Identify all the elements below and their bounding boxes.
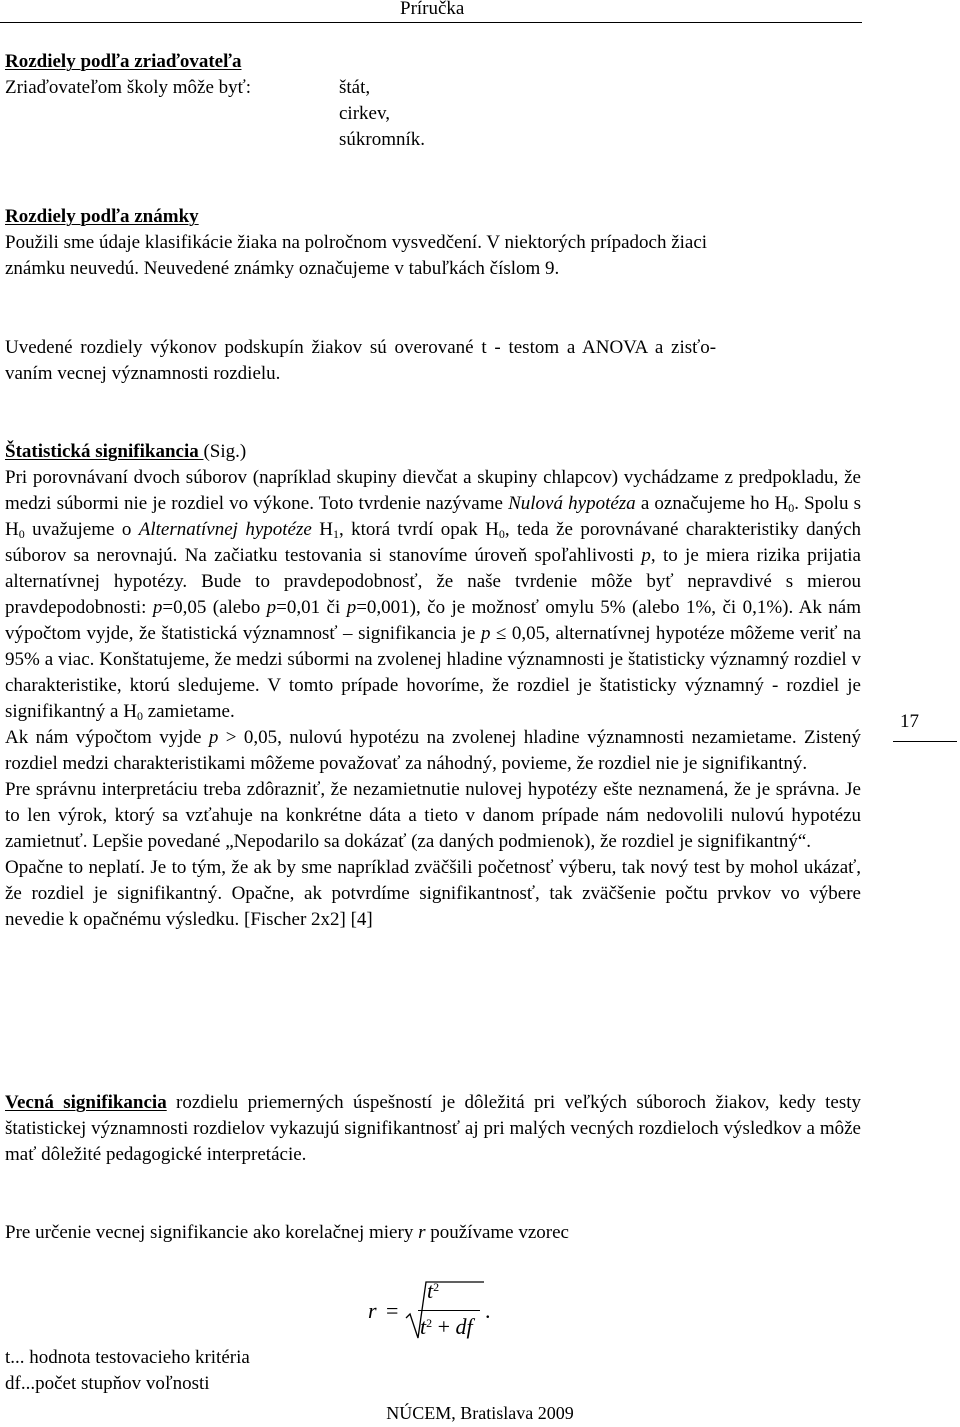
list-item: súkromník. [339,129,426,150]
heading-znamky: Rozdiely podľa známky [5,206,199,227]
var-p: p [641,545,651,566]
heading-stat-sig-suffix: (Sig.) [203,441,247,462]
formula-t: t [427,1278,434,1303]
section-znamky [5,204,861,282]
legend-t: t... hodnota testovacieho kritéria [5,1347,250,1368]
var-p: p [208,727,219,748]
text-run: používame vzorec [425,1222,569,1243]
text-run: zamietame. [142,701,235,722]
page-footer: NÚCEM, Bratislava 2009 [386,1403,574,1423]
text-run: Pre určenie vecnej signifikancie ako korelačnej miery [5,1222,419,1243]
formula-plus: + [432,1314,456,1339]
list-item: cirkev, [339,103,390,124]
formula-numerator [427,1278,439,1304]
stat-sig-paragraph-3: Pre správnu interpretáciu treba zdôrazniť, že nezamietnutie nulovej hypotézy ešte neznamená, že je správna. Je to len výrok, ktorý sa vzťahuje na konkrétne dáta a tieto v danom prípade nám nedovolili nulovú hypotézu zamietnuť. Lepšie povedané „Nepodarilo sa dokázať (za daných podmienok), že rozdiel je signifikantný“. [5,779,861,852]
page-number: 17 [900,711,919,732]
formula-equals: = [386,1298,399,1323]
section-stat-sig [5,439,861,933]
term-alt-hypothesis: Alternatívnej hypotéze [138,519,312,540]
heading-stat-sig-line [5,439,861,465]
page-number-rule [893,741,957,742]
text-run: > 0,05, nulovú hypotézu na zvolenej hladine významnosti nezamietame. Zistený rozdiel medzi charakteristikami môžeme považovať za náhodný, povieme, že rozdiel nie je signifikantný. [5,727,862,774]
text-run: . Spolu s H [5,493,861,540]
znamky-line2: známku neuvedú. Neuvedené známky označujeme v tabuľkách číslom 9. [5,258,560,279]
section-zriadovatel [5,49,861,75]
heading-vecna: Vecná signifikancia [5,1092,167,1113]
formula-denominator [420,1314,473,1340]
text-run: =0,05 (alebo [162,597,267,618]
text-run: Pri porovnávaní dvoch súborov (napríklad skupiny dievčat a skupiny chlapcov) vychádzame z predpokladu, že medzi súbormi nie je rozdiel vo výkone. Toto tvrdenie nazývame [5,467,861,514]
text-run: =0,01 či [276,597,347,618]
stat-sig-paragraph-1 [5,465,861,725]
text-run: , ktorá tvrdí opak H [338,519,499,540]
text-run: ≤ 0,05, alternatívnej hypotéze môžeme veriť na 95% a viac. Konštatujeme, že medzi súbormi na zvolenej hladine významnosti je štatisticky významný rozdiel v charakteristike, ktorú sledujeme. V tomto prípade hovoríme, že rozdiel je štatisticky významný - rozdiel je signifikantný a H [5,623,862,722]
formula-r: r [368,1298,377,1323]
var-p: p [346,597,357,618]
text-run: H [311,519,333,540]
text-run: uvažujeme o [24,519,139,540]
fraction-bar [418,1310,480,1311]
text-run: , teda že porovnávané charakteristiky daných súborov sa nerovnajú. Na začiatku testovania si stanovíme úroveň spoľahlivosti [5,519,862,566]
var-r: r [418,1222,426,1243]
formula-period: . [485,1298,491,1323]
znamky-line1: Použili sme údaje klasifikácie žiaka na polročnom vysvedčení. V niektorých prípadoch žiaci [5,232,708,253]
stat-sig-paragraph-2 [5,725,861,777]
subscript: 0 [18,527,25,541]
subscript: 0 [136,709,143,723]
anova-line2: vaním vecnej významnosti rozdielu. [5,363,281,384]
list-item: štát, [339,77,371,98]
text-run: Ak nám výpočtom vyjde [5,727,209,748]
text-run: a označujeme ho H [635,493,789,514]
vecna-text: rozdielu priemerných úspešností je dôležitá pri veľkých súboroch žiakov, kedy testy štatistickej významnosti rozdielov vykazujú signifikantnosť aj pri malých vecných rozdieloch výsledkov a môže mať dôležité pedagogické interpretácie. [5,1092,861,1165]
subscript: 0 [788,501,795,515]
stat-sig-paragraph-4: Opačne to neplatí. Je to tým, že ak by sme napríklad zväčšili početnosť výberu, tak nový test by mohol ukázať, že rozdiel je signifikantný. Opačne, ak potvrdíme signifikantnosť, tak zväčšenie počtu prvkov vo výbere nevedie k opačnému výsledku. [Fischer 2x2] [4] [5,857,861,930]
header-title: Príručka [400,0,465,19]
heading-zriadovatel: Rozdiely podľa zriaďovateľa [5,51,242,72]
formula-t: t [420,1314,427,1339]
legend-df: df...počet stupňov voľnosti [5,1373,210,1394]
page-header [0,0,862,23]
var-p: p [266,597,277,618]
heading-stat-sig: Štatistická signifikancia [5,441,204,462]
text-run: =0,001), čo je možnosť omylu 5% (alebo 1%, či 0,1%). Ak nám výpočtom vyjde, že štatistická významnosť – signifikancia je [5,597,861,644]
formula-square: 2 [433,1280,440,1294]
var-p: p [152,597,163,618]
subscript: 1 [332,527,339,541]
text-run: , to je miera rizika prijatia alternatívnej hypotézy. Bude to pravdepodobnosť, že naše tvrdenie môže byť nepravdivé s mierou pravdepodobnosti: [5,545,861,618]
formula-legend [5,1345,250,1397]
section-vecna [5,1090,861,1168]
term-null-hypothesis: Nulová hypotéza [508,493,636,514]
zriadovatel-list [339,75,425,153]
formula-square: 2 [426,1316,433,1330]
formula-df: df [455,1314,473,1339]
anova-line1: Uvedené rozdiely výkonov podskupín žiakov sú overované t - testom a ANOVA a zisťo- [5,337,717,358]
formula [368,1276,528,1346]
formula-intro [5,1220,861,1246]
var-p: p [480,623,491,644]
anova-paragraph [5,335,861,387]
subscript: 0 [498,527,505,541]
zriadovatel-label: Zriaďovateľom školy môže byť: [5,77,252,98]
